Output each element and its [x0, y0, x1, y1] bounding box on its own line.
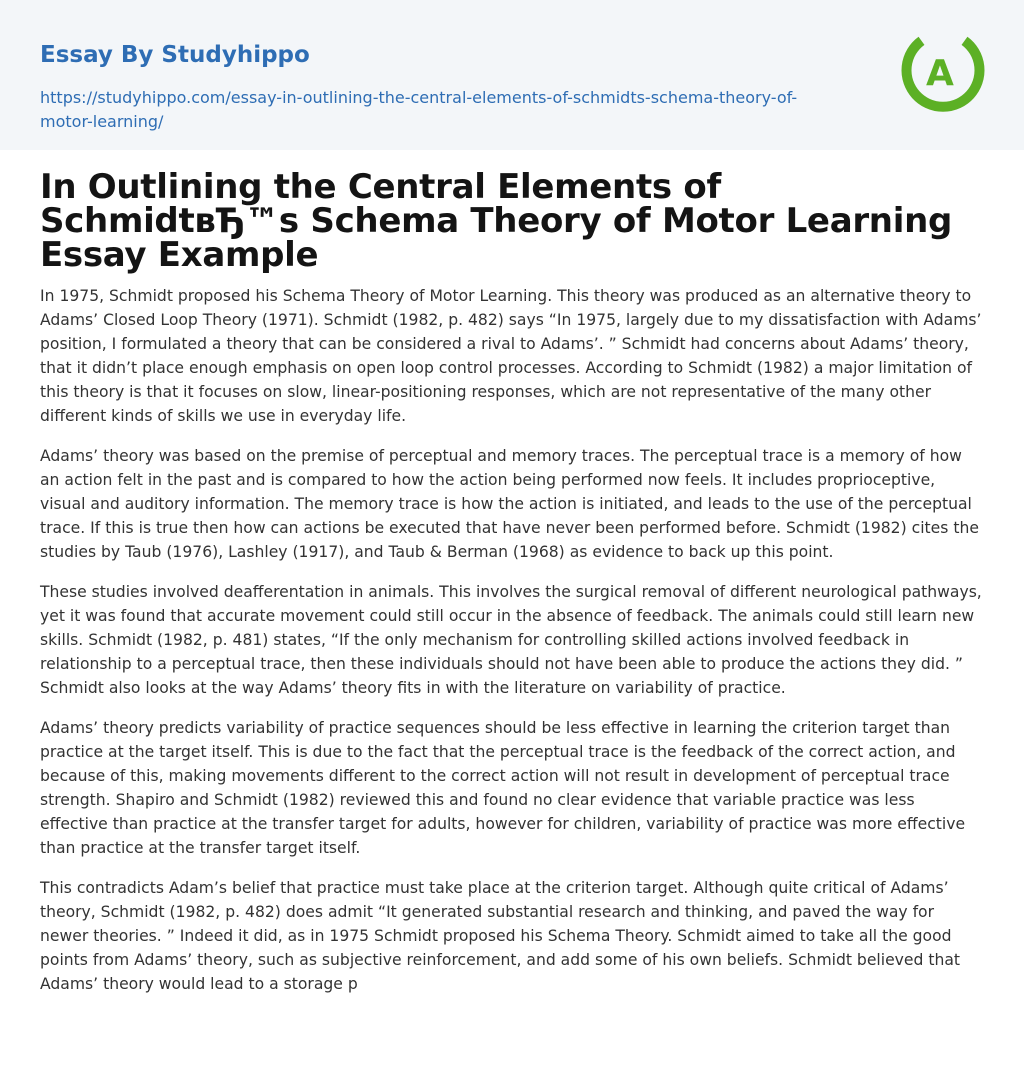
essay-paragraph: In 1975, Schmidt proposed his Schema Theory of Motor Learning. This theory was produced as an alternative theory to Adams’ Closed Loop Theory (1971). Schmidt (1982, p. 482) says “In 1975, largely due to my dissatisfaction with Adams’ position, I formulated a theory that can be considered a rival to Adams’. ” Schmidt had concerns about Adams’ theory, that it didn’t place enough emphasis on open loop control processes. According to Schmidt (1982) a major limitation of this theory is that it focuses on slow, linear-positioning responses, which are not representative of the many other different kinds of skills we use in everyday life. [40, 287, 982, 425]
essay-paragraph: These studies involved deafferentation in animals. This involves the surgical removal of different neurological pathways, yet it was found that accurate movement could still occur in the absence of feedback. The animals could still learn new skills. Schmidt (1982, p. 481) states, “If the only mechanism for controlling skilled actions involved feedback in relationship to a perceptual trace, then these individuals should not have been able to produce the actions they did. ” Schmidt also looks at the way Adams’ theory fits in with the literature on variability of practice. [40, 583, 982, 697]
essay-body [40, 284, 984, 996]
site-brand[interactable]: Essay By Studyhippo [40, 42, 310, 68]
logo-letter: A [926, 53, 954, 94]
studyhippo-logo-icon[interactable] [900, 30, 986, 116]
essay-paragraph: This contradicts Adam’s belief that practice must take place at the criterion target. Although quite critical of Adams’ theory, Schmidt (1982, p. 482) does admit “It generated substantial research and thinking, and paved the way for newer theories. ” Indeed it did, as in 1975 Schmidt proposed his Schema Theory. Schmidt aimed to take all the good points from Adams’ theory, such as subjective reinforcement, and add some of his own beliefs. Schmidt believed that Adams’ theory would lead to a storage p [40, 879, 961, 993]
essay-paragraph: Adams’ theory predicts variability of practice sequences should be less effective in learning the criterion target than practice at the target itself. This is due to the fact that the perceptual trace is the feedback of the correct action, and because of this, making movements different to the correct action will not result in development of perceptual trace strength. Shapiro and Schmidt (1982) reviewed this and found no clear evidence that variable practice was less effective than practice at the transfer target for adults, however for children, variability of practice was more effective than practice at the transfer target itself. [40, 719, 966, 857]
source-url-link[interactable]: https://studyhippo.com/essay-in-outlining-the-central-elements-of-schmidts-schema-theory-of-motor-learning/ [40, 88, 798, 131]
essay-paragraph: Adams’ theory was based on the premise of perceptual and memory traces. The perceptual trace is a memory of how an action felt in the past and is compared to how the action being performed now feels. It includes proprioceptive, visual and auditory information. The memory trace is how the action is initiated, and leads to the use of the perceptual trace. If this is true then how can actions be executed that have never been performed before. Schmidt (1982) cites the studies by Taub (1976), Lashley (1917), and Taub & Berman (1968) as evidence to back up this point. [40, 447, 979, 561]
site-header [0, 0, 1024, 150]
main-content [0, 150, 1024, 996]
page-title: In Outlining the Central Elements of SchmidtвЂ™s Schema Theory of Motor Learning Essay Example [40, 167, 953, 275]
